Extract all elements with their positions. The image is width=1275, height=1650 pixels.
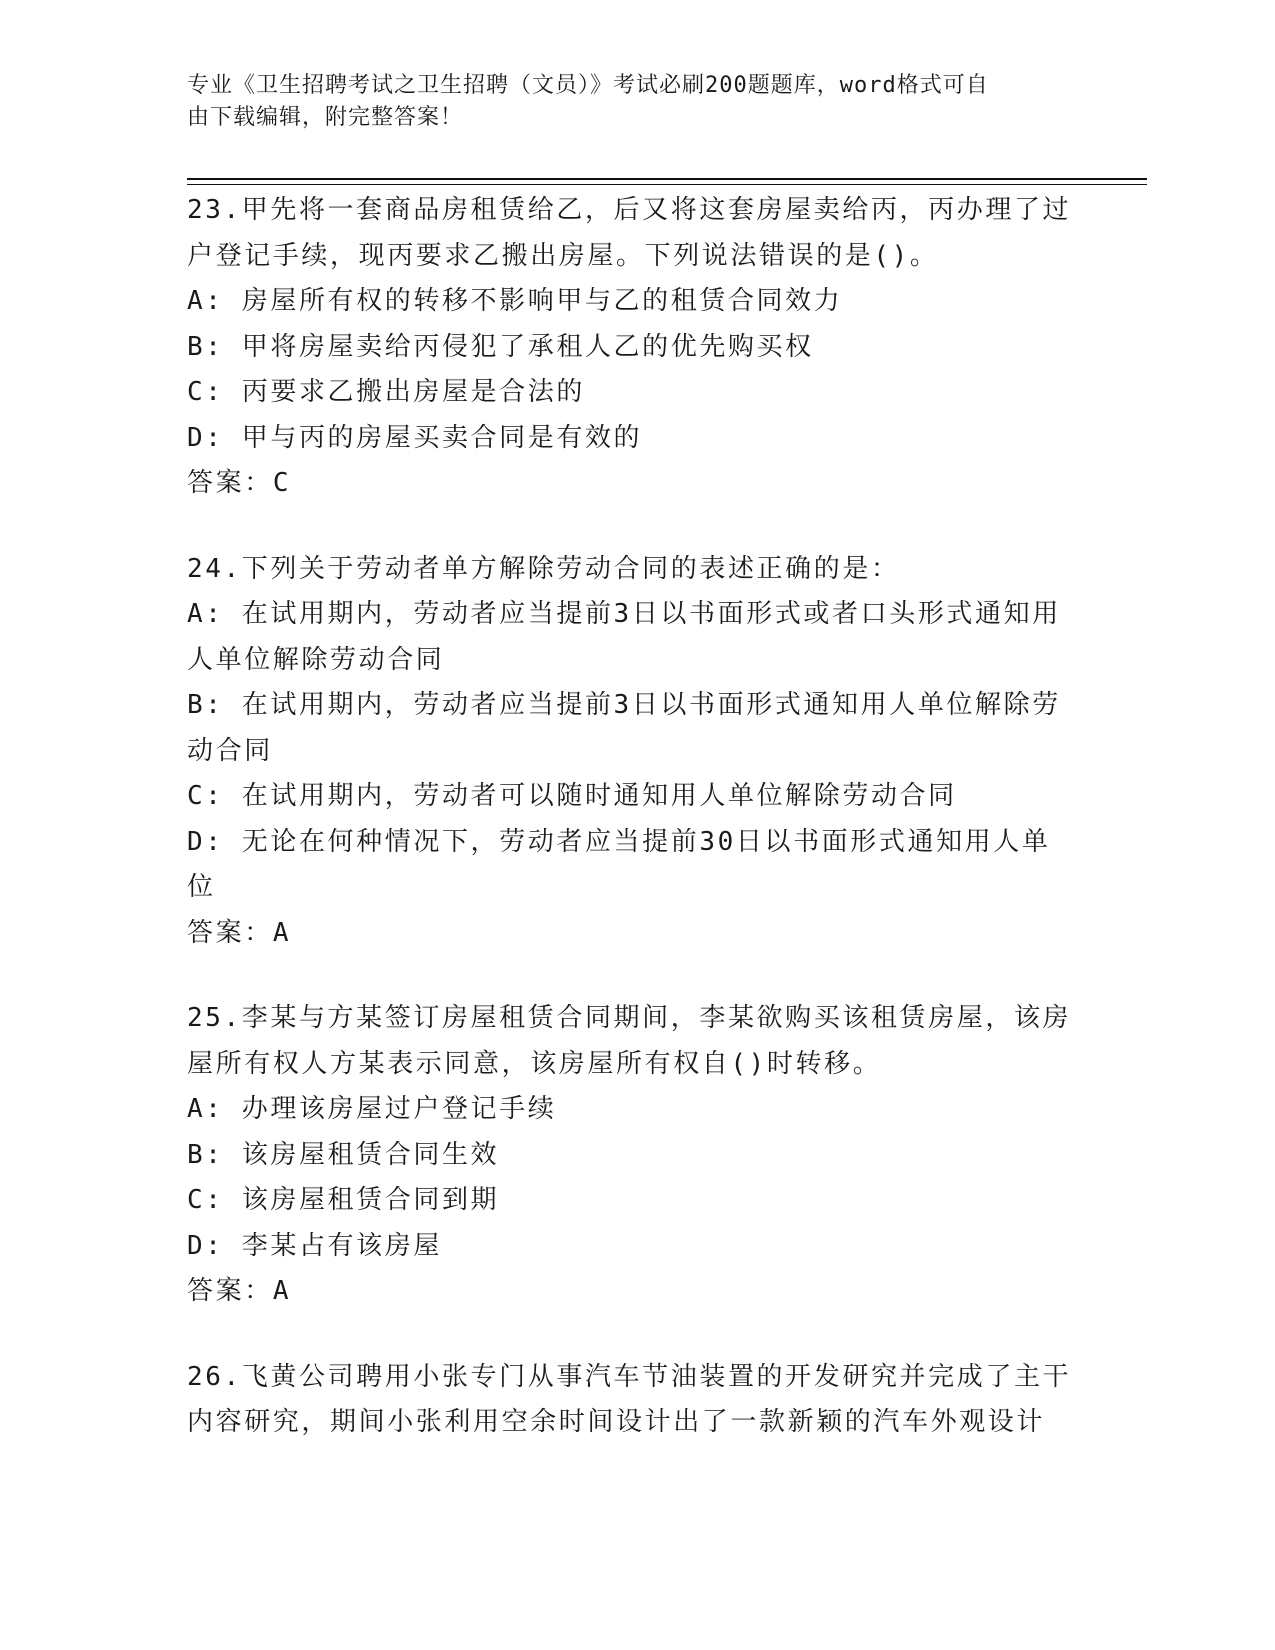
question-list bbox=[187, 188, 1087, 1486]
answer-value: A bbox=[272, 1276, 292, 1306]
answer-label: 答案： bbox=[187, 468, 273, 498]
question-stem-line: 26.飞黄公司聘用小张专门从事汽车节油装置的开发研究并完成了主干 bbox=[187, 1361, 1072, 1392]
header-line-2: 由下载编辑，附完整答案！ bbox=[187, 105, 464, 130]
question-26 bbox=[187, 1355, 1087, 1446]
answer-line bbox=[187, 1269, 1087, 1315]
question-stem-line: 屋所有权人方某表示同意，该房屋所有权自()时转移。 bbox=[187, 1048, 882, 1079]
option-d-continued: 位 bbox=[187, 872, 216, 902]
answer-line bbox=[187, 911, 1087, 957]
question-stem-line: 23.甲先将一套商品房租赁给乙，后又将这套房屋卖给丙，丙办理了过 bbox=[187, 195, 1072, 225]
option-c: C: 在试用期内，劳动者可以随时通知用人单位解除劳动合同 bbox=[187, 781, 957, 811]
document-header bbox=[187, 70, 1067, 134]
question-stem-line: 户登记手续，现丙要求乙搬出房屋。下列说法错误的是()。 bbox=[187, 240, 939, 271]
option-b: B: 甲将房屋卖给丙侵犯了承租人乙的优先购买权 bbox=[187, 331, 814, 362]
answer-value: C bbox=[272, 468, 292, 498]
header-divider-thin bbox=[187, 184, 1147, 185]
answer-value: A bbox=[272, 917, 292, 948]
option-a: A: 在试用期内，劳动者应当提前3日以书面形式或者口头形式通知用 bbox=[187, 599, 1061, 629]
option-d: D: 甲与丙的房屋买卖合同是有效的 bbox=[187, 422, 643, 453]
question-25 bbox=[187, 996, 1087, 1315]
answer-label: 答案： bbox=[187, 917, 273, 948]
option-b: B: 该房屋租赁合同生效 bbox=[187, 1139, 500, 1170]
option-c: C: 该房屋租赁合同到期 bbox=[187, 1185, 500, 1215]
header-line-1: 专业《卫生招聘考试之卫生招聘（文员）》考试必刷200题题库，word格式可自 bbox=[187, 73, 989, 98]
option-b-continued: 动合同 bbox=[187, 735, 273, 766]
option-d: D: 无论在何种情况下，劳动者应当提前30日以书面形式通知用人单 bbox=[187, 826, 1051, 857]
question-stem-line: 25.李某与方某签订房屋租赁合同期间，李某欲购买该租赁房屋，该房 bbox=[187, 1003, 1072, 1033]
header-divider-thick bbox=[187, 178, 1147, 180]
option-a: A: 房屋所有权的转移不影响甲与乙的租赁合同效力 bbox=[187, 286, 843, 316]
option-c: C: 丙要求乙搬出房屋是合法的 bbox=[187, 377, 585, 407]
question-stem-line: 内容研究，期间小张利用空余时间设计出了一款新颖的汽车外观设计 bbox=[187, 1407, 1046, 1437]
answer-line bbox=[187, 461, 1087, 507]
option-d: D: 李某占有该房屋 bbox=[187, 1230, 442, 1261]
question-23 bbox=[187, 188, 1087, 507]
answer-label: 答案： bbox=[187, 1276, 273, 1306]
option-b: B: 在试用期内，劳动者应当提前3日以书面形式通知用人单位解除劳 bbox=[187, 690, 1061, 720]
question-24 bbox=[187, 547, 1087, 957]
option-a: A: 办理该房屋过户登记手续 bbox=[187, 1094, 557, 1124]
option-a-continued: 人单位解除劳动合同 bbox=[187, 644, 445, 675]
question-stem-line: 24.下列关于劳动者单方解除劳动合同的表述正确的是： bbox=[187, 553, 900, 584]
